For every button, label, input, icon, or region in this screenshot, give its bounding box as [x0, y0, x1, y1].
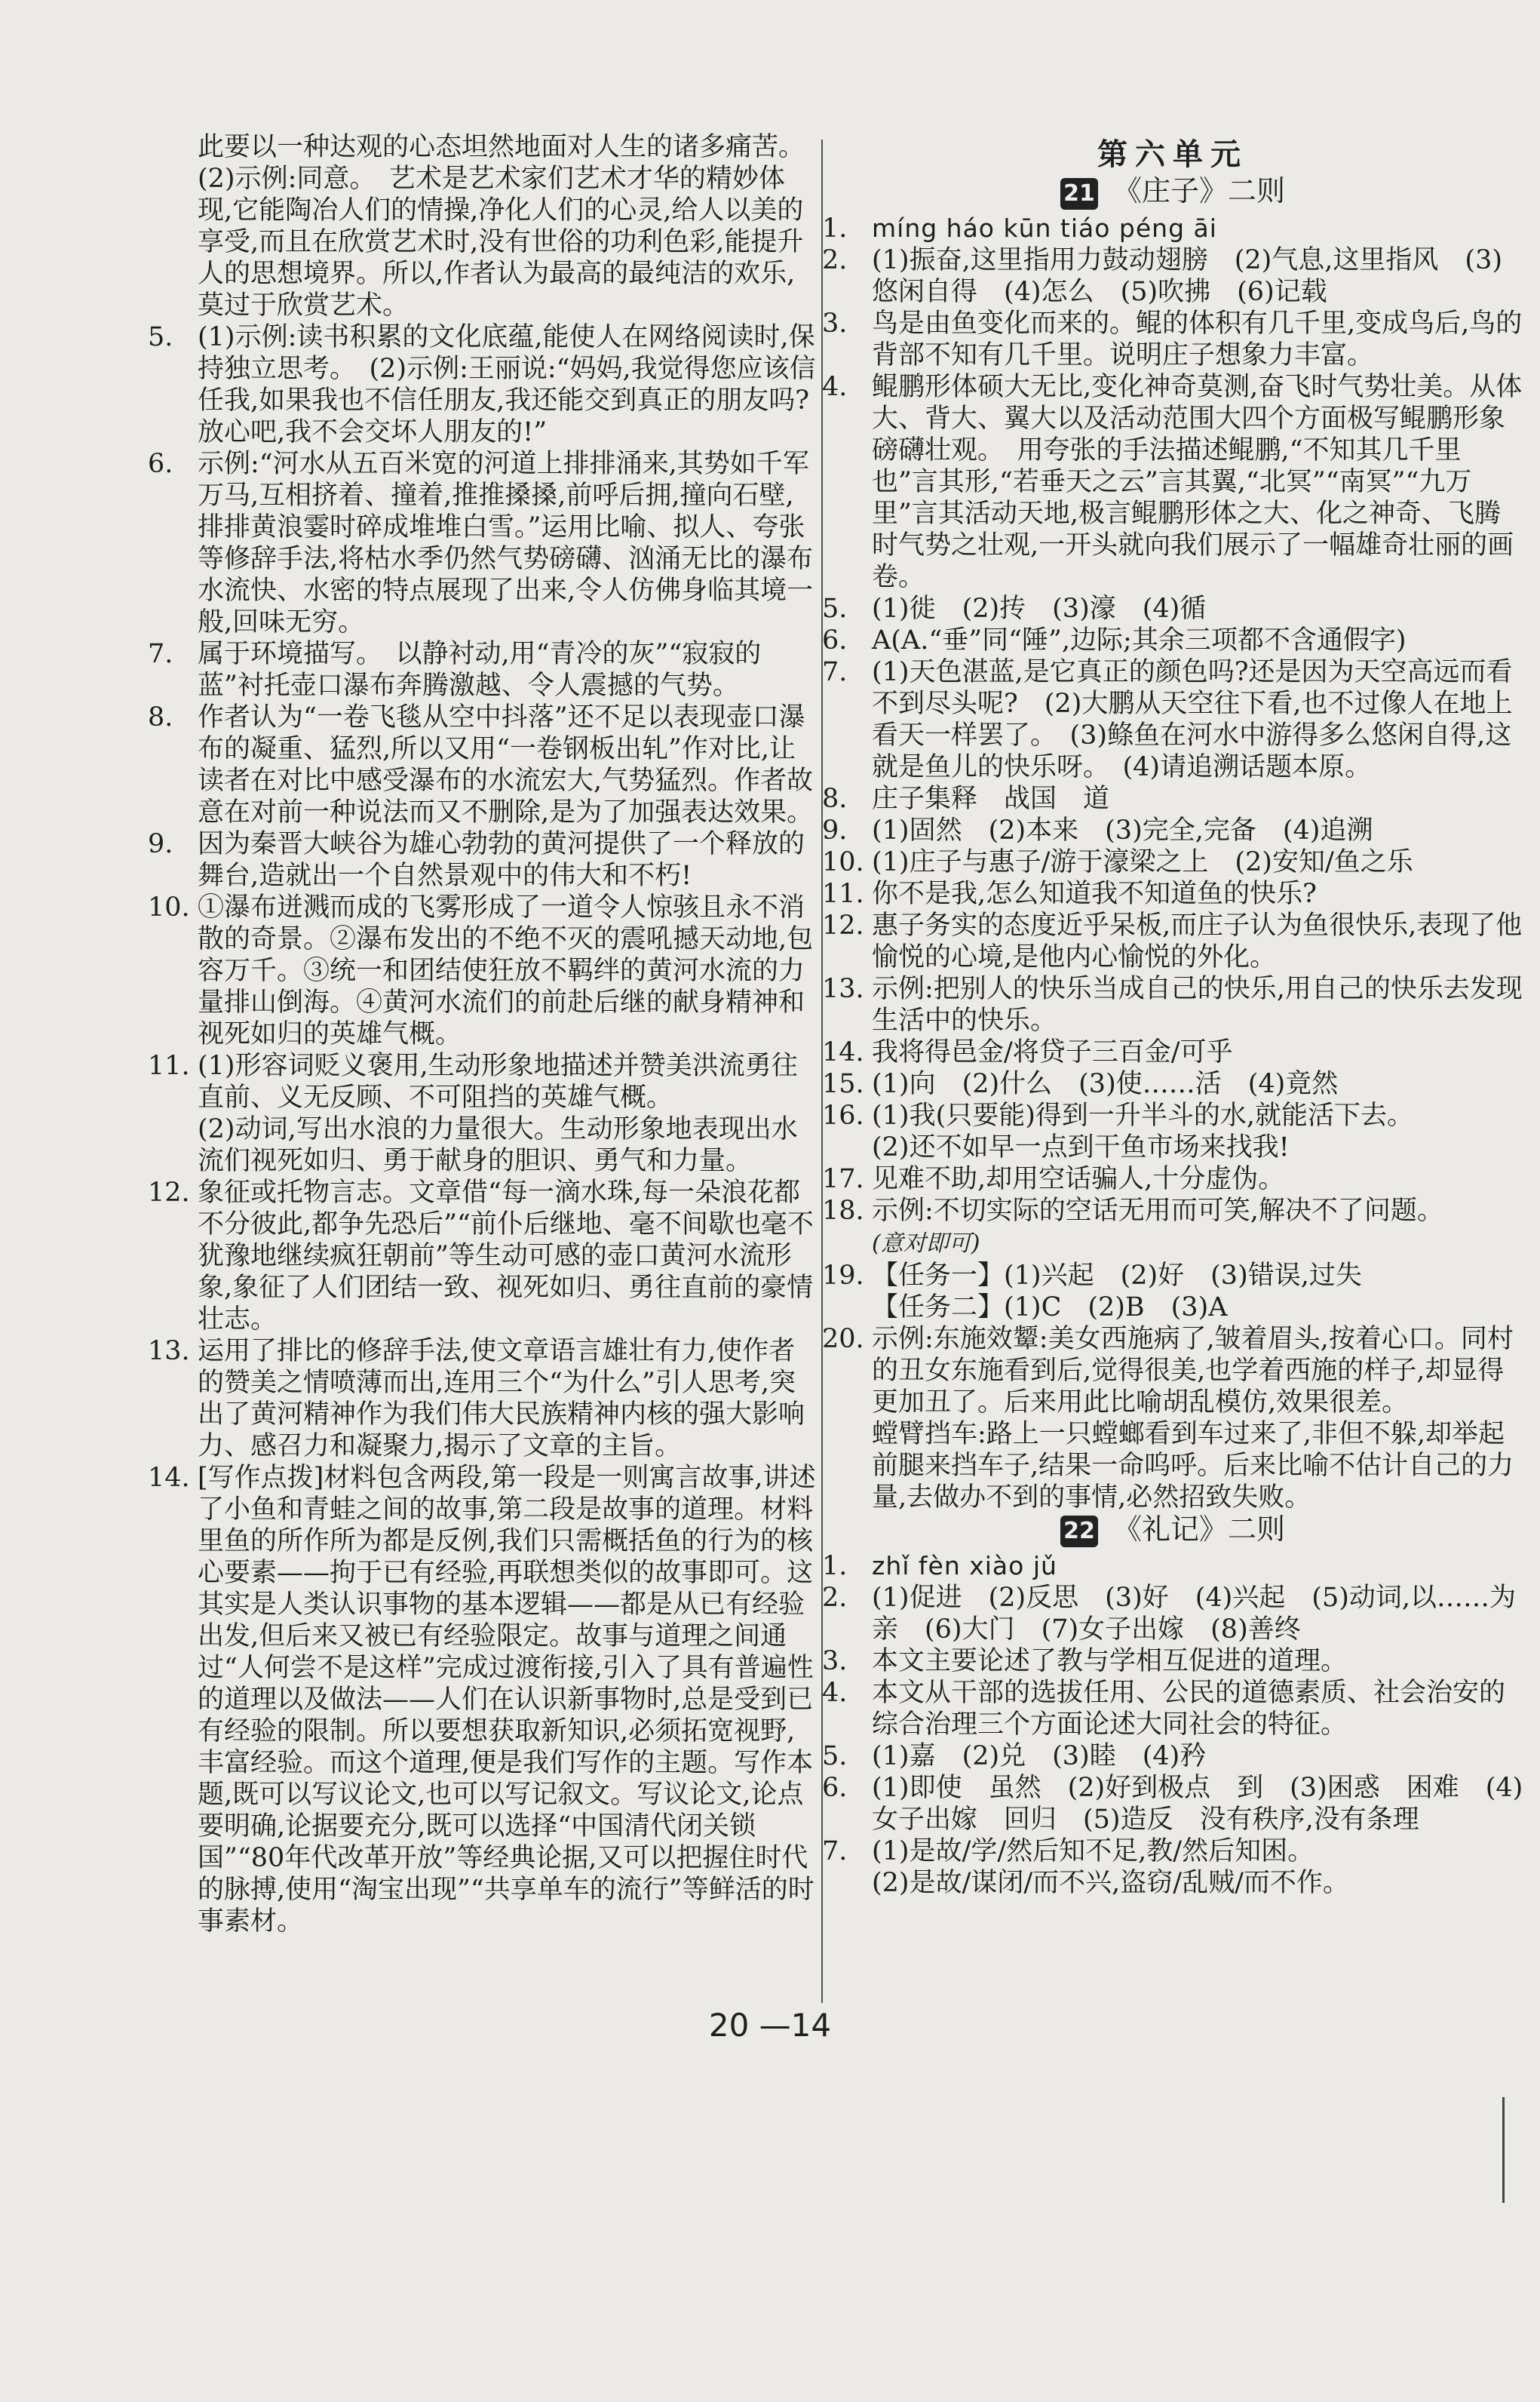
answer-number: 10. — [148, 892, 190, 923]
lesson-22-heading — [822, 1513, 1523, 1548]
answer-text: 你不是我,怎么知道我不知道鱼的快乐? — [872, 878, 1317, 909]
answer-item — [822, 213, 1523, 244]
page-edge-mark — [1502, 2097, 1505, 2203]
answer-text: 见难不助,却用空话骗人,十分虚伪。 — [872, 1163, 1285, 1194]
answer-item — [822, 1418, 1523, 1513]
answer-number: 13. — [148, 1336, 190, 1366]
answer-text: (2)还不如早一点到干鱼市场来找我! — [872, 1132, 1290, 1163]
answer-number: 17. — [822, 1163, 864, 1194]
lesson-22-badge: 22 — [1060, 1516, 1098, 1547]
answer-item — [148, 1335, 819, 1462]
answer-number: 7. — [822, 1836, 848, 1866]
answer-item — [822, 815, 1523, 846]
answer-item — [822, 625, 1523, 656]
answer-number: 8. — [148, 702, 173, 733]
lesson-21-title: 《庄子》二则 — [1112, 174, 1285, 207]
answer-text: (1)形容词贬义褒用,生动形象地描述并赞美洪流勇往直前、义无反顾、不可阻挡的英雄气概。 — [198, 1051, 798, 1113]
lesson-21-answers — [822, 213, 1523, 1513]
answer-text: 示例:不切实际的空话无用而可笑,解决不了问题。 — [872, 1195, 1443, 1226]
answer-item — [148, 702, 819, 828]
answer-text: 我将得邑金/将贷子三百金/可乎 — [872, 1037, 1233, 1067]
page-number: 20 —14 — [708, 2007, 832, 2044]
answer-item — [148, 1050, 819, 1113]
answer-number: 6. — [148, 449, 173, 479]
lesson-22-answers — [822, 1550, 1523, 1899]
answer-item — [822, 1163, 1523, 1195]
answer-item — [822, 308, 1523, 371]
answer-number: 7. — [148, 639, 173, 669]
answer-number: 3. — [822, 1646, 848, 1676]
answer-item — [822, 371, 1523, 593]
answer-item — [822, 910, 1523, 973]
answer-number: 20. — [822, 1323, 864, 1354]
answer-text: (1)促进 (2)反思 (3)好 (4)兴起 (5)动词,以……为亲 (6)大门 (7)女子出嫁 (8)善终 — [872, 1583, 1517, 1645]
answer-item — [148, 1462, 819, 1937]
answer-text: 示例:“河水从五百米宽的河道上排排涌来,其势如千军万马,互相挤着、撞着,推推搡搡,前呼后拥,撞向石壁,排排黄浪霎时碎成堆堆白雪。”运用比喻、拟人、夸张等修辞手法,将枯水季仍然气势磅礴、汹涌无比的瀑布水流快、水密的特点展现了出来,令人仿佛身临其境一般,回味无穷。 — [198, 449, 814, 637]
lesson-21-heading — [822, 175, 1523, 210]
answer-item — [822, 656, 1523, 783]
unit-title: 第六单元 — [1097, 137, 1248, 172]
answer-number: 2. — [822, 244, 848, 275]
answer-text: 庄子集释 战国 道 — [872, 783, 1110, 814]
answer-number: 2. — [822, 1583, 848, 1613]
lesson-22-title: 《礼记》二则 — [1112, 1512, 1285, 1546]
answer-text: (1)固然 (2)本来 (3)完全,完备 (4)追溯 — [872, 815, 1373, 846]
answer-text: (1)向 (2)什么 (3)使……活 (4)竟然 — [872, 1068, 1339, 1099]
left-column — [148, 131, 819, 1937]
answer-text: (2)示例:同意。 艺术是艺术家们艺术才华的精妙体现,它能陶冶人们的情操,净化人们的心灵,给人以美的享受,而且在欣赏艺术时,没有世俗的功利色彩,能提升人的思想境界。所以,作者认为最高的最纯洁的欢乐,莫过于欣赏艺术。 — [198, 164, 804, 321]
answer-number: 12. — [148, 1178, 190, 1208]
answer-item — [822, 878, 1523, 910]
answer-text: (1)天色湛蓝,是它真正的颜色吗?还是因为天空高远而看不到尽头呢? (2)大鹏从天空往下看,也不过像人在地上看天一样罢了。 (3)鲦鱼在河水中游得多么悠闲自得,这就是鱼儿的快乐呀。 (4)请追溯话题本原。 — [872, 656, 1513, 782]
answer-number: 4. — [822, 371, 848, 402]
answer-text: (2)动词,写出水浪的力量很大。生动形象地表现出水流们视死如归、勇于献身的胆识、勇气和力量。 — [198, 1114, 798, 1176]
lesson-21-badge: 21 — [1060, 178, 1098, 210]
answer-item — [148, 321, 819, 448]
answer-text: (1)示例:读书积累的文化底蕴,能使人在网络阅读时,保持独立思考。 (2)示例:王丽说:“妈妈,我觉得您应该信任我,如果我也不信任朋友,我还能交到真正的朋友吗?放心吧,我不会交坏人朋友的!” — [198, 322, 816, 447]
answer-item — [822, 593, 1523, 625]
answer-text: 因为秦晋大峡谷为雄心勃勃的黄河提供了一个释放的舞台,造就出一个自然景观中的伟大和不朽! — [198, 829, 805, 891]
answer-item — [822, 783, 1523, 815]
answer-text: (1)我(只要能)得到一升半斗的水,就能活下去。 — [872, 1100, 1414, 1131]
answer-number: 7. — [822, 656, 848, 687]
answer-number: 13. — [822, 973, 864, 1004]
answer-number: 11. — [148, 1051, 190, 1081]
answer-text: 本文从干部的选拔任用、公民的道德素质、社会治安的综合治理三个方面论述大同社会的特征。 — [872, 1678, 1506, 1740]
answer-number: 12. — [822, 910, 864, 941]
answer-item — [148, 1177, 819, 1335]
answer-text: 【任务一】(1)兴起 (2)好 (3)错误,过失 — [872, 1260, 1362, 1291]
answer-number: 8. — [822, 783, 848, 814]
answer-text: (2)是故/谋闭/而不兴,盗窃/乱贼/而不作。 — [872, 1868, 1349, 1898]
answer-number: 6. — [822, 625, 848, 656]
answer-item — [822, 244, 1523, 308]
answer-item — [822, 1195, 1523, 1227]
answer-number: 10. — [822, 846, 864, 877]
right-column — [822, 131, 1523, 1899]
answer-text: 螳臂挡车:路上一只螳螂看到车过来了,非但不躲,却举起前腿来挡车子,结果一命呜呼。后来比喻不估计自己的力量,去做办不到的事情,必然招致失败。 — [872, 1418, 1514, 1513]
answer-text: 惠子务实的态度近乎呆板,而庄子认为鱼很快乐,表现了他愉悦的心境,是他内心愉悦的外化。 — [872, 910, 1523, 972]
answer-text: (1)振奋,这里指用力鼓动翅膀 (2)气息,这里指风 (3)悠闲自得 (4)怎么 (5)吹拂 (6)记载 — [872, 244, 1502, 307]
answer-item — [822, 846, 1523, 878]
answer-number: 14. — [822, 1037, 864, 1067]
answer-item — [148, 892, 819, 1050]
answer-number: 3. — [822, 308, 848, 339]
answer-item — [822, 1835, 1523, 1867]
answer-item — [822, 1037, 1523, 1068]
answer-item — [822, 1550, 1523, 1582]
answer-text: 作者认为“一卷飞毯从空中抖落”还不足以表现壶口瀑布的凝重、猛烈,所以又用“一卷钢板出轧”作对比,让读者在对比中感受瀑布的水流宏大,气势猛烈。作者故意在对前一种说法而又不删除,是为了加强表达效果。 — [198, 702, 814, 828]
answer-number: 5. — [148, 322, 173, 352]
answer-text: (意对即可) — [872, 1230, 980, 1257]
answer-number: 18. — [822, 1195, 864, 1226]
answer-text: 鸟是由鱼变化而来的。鲲的体积有几千里,变成鸟后,鸟的背部不知有几千里。说明庄子想象力丰富。 — [872, 308, 1523, 370]
answer-item — [822, 1867, 1523, 1899]
answer-number: 9. — [822, 815, 848, 846]
answer-item — [822, 973, 1523, 1037]
answer-text: 属于环境描写。 以静衬动,用“青冷的灰”“寂寂的蓝”衬托壶口瀑布奔腾激越、令人震撼的气势。 — [198, 639, 762, 701]
answer-text: zhǐ fèn xiào jǔ — [872, 1551, 1057, 1580]
answer-item — [822, 1292, 1523, 1323]
answer-text: A(A.“垂”同“陲”,边际;其余三项都不含通假字) — [872, 625, 1407, 656]
answer-text: 本文主要论述了教与学相互促进的道理。 — [872, 1646, 1348, 1676]
answer-item — [148, 448, 819, 638]
answer-item — [148, 131, 819, 163]
answer-item — [822, 1645, 1523, 1677]
answer-item — [822, 1677, 1523, 1740]
answer-number: 5. — [822, 593, 848, 624]
answer-item — [822, 1260, 1523, 1292]
answer-number: 1. — [822, 213, 848, 244]
answer-item — [822, 1772, 1523, 1835]
answer-item — [822, 1132, 1523, 1163]
answer-number: 16. — [822, 1100, 864, 1131]
answer-text: (1)嘉 (2)兑 (3)睦 (4)矜 — [872, 1741, 1207, 1771]
answer-item — [148, 163, 819, 321]
answer-text: (1)即使 虽然 (2)好到极点 到 (3)困惑 困难 (4)女子出嫁 回归 (5)造反 没有秩序,没有条理 — [872, 1773, 1523, 1835]
answer-item — [822, 1068, 1523, 1100]
answer-item — [148, 828, 819, 892]
answer-text: (1)徙 (2)抟 (3)濠 (4)循 — [872, 593, 1207, 624]
answer-text: (1)是故/学/然后知不足,教/然后知困。 — [872, 1836, 1315, 1866]
answer-text: ①瀑布迸溅而成的飞雾形成了一道令人惊骇且永不消散的奇景。②瀑布发出的不绝不灭的震吼撼天动地,包容万千。③统一和团结使狂放不羁绊的黄河水流的力量排山倒海。④黄河水流们的前赴后继的献身精神和视死如归的英雄气概。 — [198, 892, 814, 1049]
answer-text: [写作点拨]材料包含两段,第一段是一则寓言故事,讲述了小鱼和青蛙之间的故事,第二段是故事的道理。材料里鱼的所作所为都是反例,我们只需概括鱼的行为的核心要素——拘于已有经验,再联想类似的故事即可。这其实是人类认识事物的基本逻辑——都是从已有经验出发,但后来又被已有经验限定。故事与道理之间通过“人何尝不是这样”完成过渡衔接,引入了具有普遍性的道理以及做法——人们在认识新事物时,总是受到已有经验的限制。所以要想获取新知识,必须拓宽视野,丰富经验。而这个道理,便是我们写作的主题。写作本题,既可以写议论文,也可以写记叙文。写议论文,论点要明确,论据要充分,既可以选择“中国清代闭关锁国”“80年代改革开放”等经典论据,又可以把握住时代的脉搏,使用“淘宝出现”“共享单车的流行”等鲜活的时事素材。 — [198, 1463, 816, 1937]
answer-item — [822, 1100, 1523, 1132]
answer-number: 4. — [822, 1678, 848, 1708]
answer-text: míng háo kūn tiáo péng āi — [872, 213, 1217, 243]
answer-item — [822, 1323, 1523, 1418]
answer-item — [822, 1740, 1523, 1772]
answer-number: 15. — [822, 1068, 864, 1099]
answer-text: 此要以一种达观的心态坦然地面对人生的诸多痛苦。 — [198, 132, 805, 162]
answer-item — [148, 1113, 819, 1177]
answer-text: (1)庄子与惠子/游于濠梁之上 (2)安知/鱼之乐 — [872, 846, 1413, 877]
answer-number: 14. — [148, 1463, 190, 1493]
answer-number: 11. — [822, 878, 864, 909]
answer-number: 1. — [822, 1551, 848, 1581]
answer-number: 6. — [822, 1773, 848, 1803]
answer-text: 象征或托物言志。文章借“每一滴水珠,每一朵浪花都不分彼此,都争先恐后”“前仆后继地、毫不间歇也毫不犹豫地继续疯狂朝前”等生动可感的壶口黄河水流形象,象征了人们团结一致、视死如归、勇往直前的豪情壮志。 — [198, 1178, 814, 1335]
answer-text: 示例:东施效颦:美女西施病了,皱着眉头,按着心口。同村的丑女东施看到后,觉得很美,也学着西施的样子,却显得更加丑了。后来用此比喻胡乱模仿,效果很差。 — [872, 1323, 1514, 1418]
answer-text: 示例:把别人的快乐当成自己的快乐,用自己的快乐去发现生活中的快乐。 — [872, 973, 1523, 1036]
answer-text: 鲲鹏形体硕大无比,变化神奇莫测,奋飞时气势壮美。从体大、背大、翼大以及活动范围大四个方面极写鲲鹏形象磅礴壮观。 用夸张的手法描述鲲鹏,“不知其几千里也”言其形,“若垂天之云”言其翼,“北冥”“南冥”“九万里”言其活动天地,极言鲲鹏形体之大、化之神奇、飞腾时气势之壮观,一开头就向我们展示了一幅雄奇壮丽的画卷。 — [872, 371, 1523, 592]
answer-item — [148, 638, 819, 702]
answer-item — [822, 1582, 1523, 1645]
answer-text: 运用了排比的修辞手法,使文章语言雄壮有力,使作者的赞美之情喷薄而出,连用三个“为什么”引人思考,突出了黄河精神作为我们伟大民族精神内核的强大影响力、感召力和凝聚力,揭示了文章的主旨。 — [198, 1336, 805, 1461]
answer-text: 【任务二】(1)C (2)B (3)A — [872, 1292, 1228, 1322]
answer-item — [822, 1227, 1523, 1260]
answer-number: 5. — [822, 1741, 848, 1771]
answer-number: 19. — [822, 1260, 864, 1291]
answer-number: 9. — [148, 829, 173, 859]
